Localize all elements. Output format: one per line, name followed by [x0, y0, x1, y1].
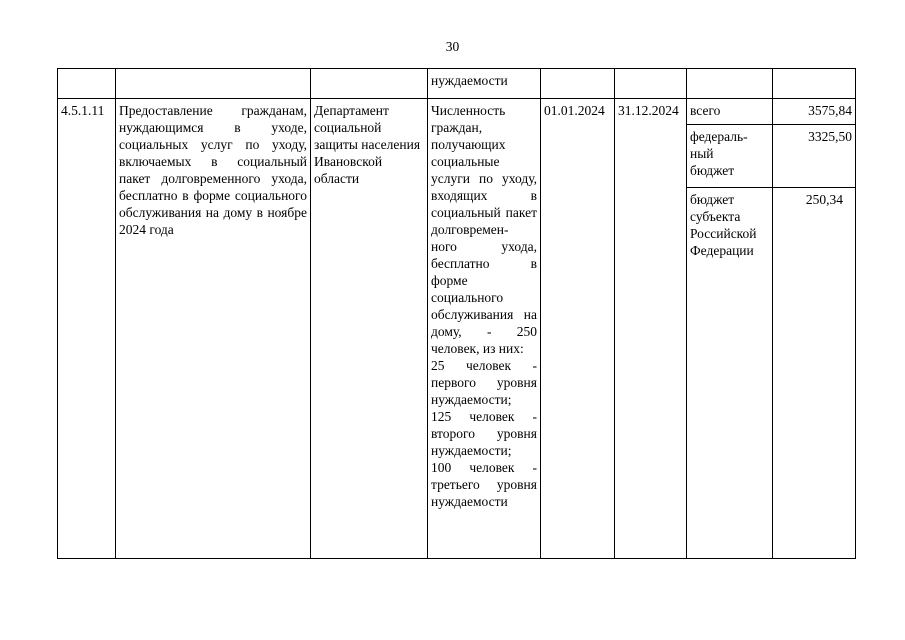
funding-amount: 250,34 [773, 188, 856, 559]
indicator-line: 125 человек - второго уровня нуждаемости; [431, 409, 537, 458]
continued-row [58, 69, 856, 99]
cell-indicator-cont: нуждаемости [428, 69, 541, 99]
row-description: Предоставление гражданам, нуждающимся в уходе, социальных услуг по уходу, включаемых в социальный пакет долговременного ухода, бесплатно в форме социального обслуживания на дому в ноябре 2024 года [116, 99, 311, 559]
funding-source: всего [687, 99, 773, 125]
cell-executor-cont [311, 69, 428, 99]
indicator-line: ного ухода, бесплатно в форме социального обслуживания на дому, - 250 человек, из них: [431, 239, 537, 356]
funding-amount: 3325,50 [773, 125, 856, 188]
row-executor: Департамент социальной защиты населения Ивановской области [311, 99, 428, 559]
funding-amount: 3575,84 [773, 99, 856, 125]
indicator-line: 100 человек - третьего уровня нуждаемости [431, 460, 537, 509]
row-end-date: 31.12.2024 [615, 99, 687, 559]
program-table [57, 68, 856, 559]
cell-number-cont [58, 69, 116, 99]
row-start-date: 01.01.2024 [541, 99, 615, 559]
funding-source: бюджет субъекта Российской Федерации [687, 188, 773, 559]
cell-start-cont [541, 69, 615, 99]
page-number: 30 [445, 39, 460, 54]
row-number: 4.5.1.11 [58, 99, 116, 559]
row-indicator [428, 99, 541, 559]
indicator-line: 25 человек - первого уровня нуждаемости; [431, 358, 537, 407]
cell-description-cont [116, 69, 311, 99]
cell-end-cont [615, 69, 687, 99]
cell-amount-cont [773, 69, 856, 99]
table-row [58, 99, 856, 125]
cell-source-cont [687, 69, 773, 99]
indicator-line: Численность граждан, получающих социальные услуги по уходу, входящих в социальный пакет долговремен- [431, 103, 537, 237]
funding-source: федераль- ный бюджет [687, 125, 773, 188]
